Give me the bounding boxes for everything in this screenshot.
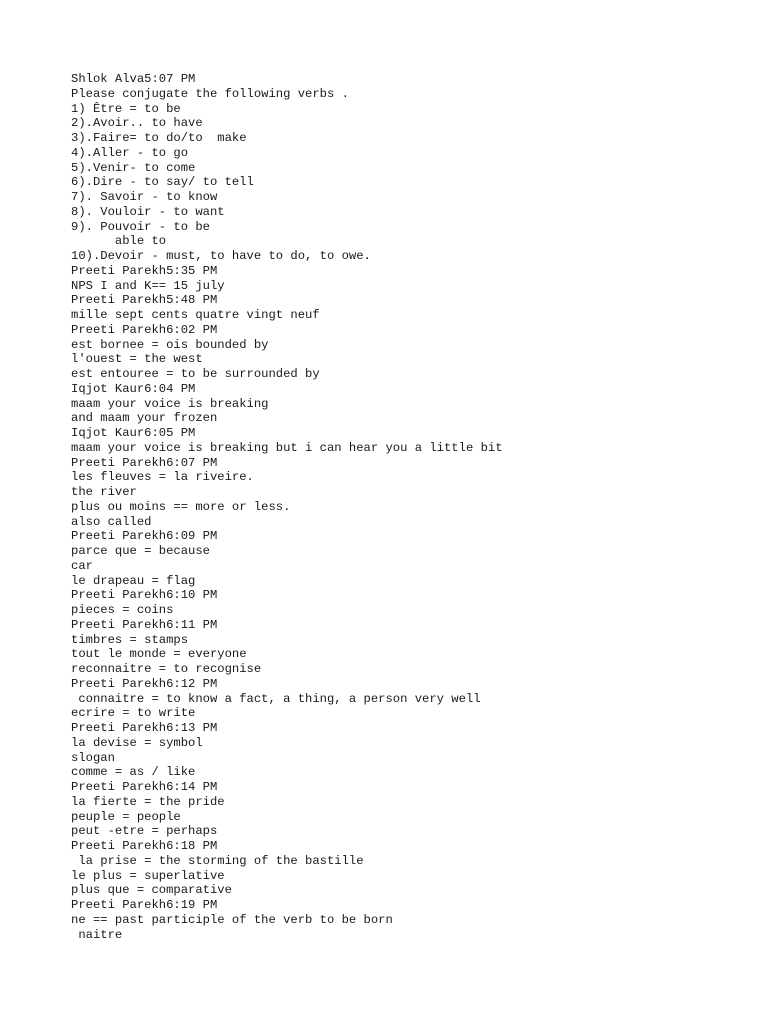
message-line: le drapeau = flag bbox=[71, 573, 196, 588]
message-line: comme = as / like bbox=[71, 765, 196, 780]
message-line: 6).Dire - to say/ to tell bbox=[71, 175, 254, 190]
message-header: Preeti Parekh6:09 PM bbox=[71, 529, 218, 544]
message-line: plus que = comparative bbox=[71, 883, 232, 898]
message-line: also called bbox=[71, 514, 152, 529]
message-line: est entouree = to be surrounded by bbox=[71, 367, 320, 381]
message-line: and maam your frozen bbox=[71, 411, 218, 426]
message-line: plus ou moins == more or less. bbox=[71, 499, 291, 514]
message-header: Preeti Parekh6:13 PM bbox=[71, 721, 218, 735]
message-line: la fierte = the pride bbox=[71, 794, 225, 809]
message-line: naitre bbox=[71, 927, 123, 942]
document-page bbox=[71, 72, 751, 942]
message-line: maam your voice is breaking bbox=[71, 396, 269, 411]
message-line: ne == past participle of the verb to be born bbox=[71, 912, 393, 927]
message-line: est bornee = ois bounded by bbox=[71, 337, 269, 352]
message-header: Preeti Parekh5:35 PM bbox=[71, 263, 218, 278]
message-line: timbres = stamps bbox=[71, 632, 189, 647]
message-header: Preeti Parekh6:12 PM bbox=[71, 676, 218, 691]
message-line: la prise = the storming of the bastille bbox=[71, 853, 364, 868]
message-line: connaitre = to know a fact, a thing, a person very well bbox=[71, 691, 481, 706]
message-header: Iqjot Kaur6:04 PM bbox=[71, 381, 196, 396]
message-header: Shlok Alva5:07 PM bbox=[71, 72, 196, 86]
message-line: 2).Avoir.. to have bbox=[71, 116, 203, 131]
message-line: ecrire = to write bbox=[71, 706, 196, 721]
message-line: 1) Être = to be bbox=[71, 101, 181, 116]
message-line: able to bbox=[71, 234, 167, 249]
message-line: peut -etre = perhaps bbox=[71, 824, 218, 839]
message-header: Preeti Parekh6:02 PM bbox=[71, 322, 218, 337]
message-header: Preeti Parekh6:14 PM bbox=[71, 780, 218, 794]
message-line: 9). Pouvoir - to be bbox=[71, 219, 210, 234]
message-line: pieces = coins bbox=[71, 603, 174, 617]
message-line: 5).Venir- to come bbox=[71, 160, 196, 175]
message-header: Preeti Parekh5:48 PM bbox=[71, 293, 218, 308]
message-header: Preeti Parekh6:11 PM bbox=[71, 617, 218, 632]
message-header: Iqjot Kaur6:05 PM bbox=[71, 426, 196, 440]
message-line: peuple = people bbox=[71, 809, 181, 824]
message-line: parce que = because bbox=[71, 544, 210, 558]
message-line: reconnaitre = to recognise bbox=[71, 662, 262, 676]
message-line: le plus = superlative bbox=[71, 868, 225, 883]
message-line: NPS I and K== 15 july bbox=[71, 278, 225, 293]
message-line: 3).Faire= to do/to make bbox=[71, 131, 247, 145]
message-line: 8). Vouloir - to want bbox=[71, 204, 225, 219]
message-line: tout le monde = everyone bbox=[71, 647, 247, 662]
message-line: la devise = symbol bbox=[71, 735, 203, 750]
message-header: Preeti Parekh6:19 PM bbox=[71, 898, 218, 912]
message-line: 10).Devoir - must, to have to do, to owe. bbox=[71, 249, 371, 263]
message-line: 4).Aller - to go bbox=[71, 145, 189, 160]
chat-transcript bbox=[71, 72, 751, 942]
message-line: car bbox=[71, 558, 93, 573]
message-line: l'ouest = the west bbox=[71, 352, 203, 367]
message-header: Preeti Parekh6:10 PM bbox=[71, 588, 218, 603]
message-line: the river bbox=[71, 485, 137, 499]
message-line: 7). Savoir - to know bbox=[71, 190, 218, 204]
message-header: Preeti Parekh6:07 PM bbox=[71, 455, 218, 470]
message-line: maam your voice is breaking but i can hear you a little bit bbox=[71, 440, 503, 455]
message-line: les fleuves = la riveire. bbox=[71, 470, 254, 485]
message-line: Please conjugate the following verbs . bbox=[71, 86, 349, 101]
message-header: Preeti Parekh6:18 PM bbox=[71, 839, 218, 853]
message-line: slogan bbox=[71, 750, 115, 765]
message-line: mille sept cents quatre vingt neuf bbox=[71, 308, 320, 322]
